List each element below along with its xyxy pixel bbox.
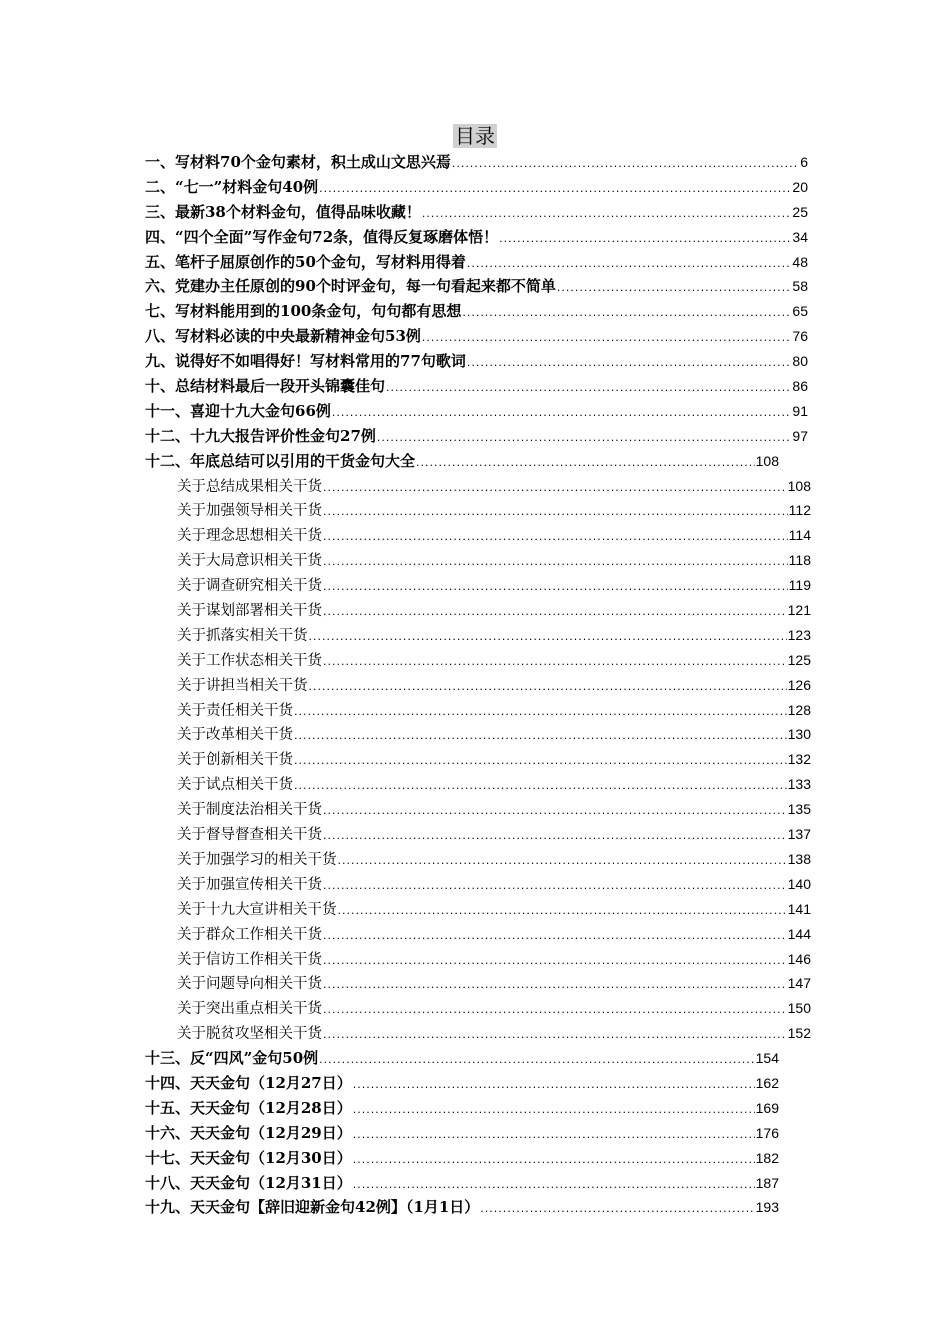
toc-entry-page-number: 154 bbox=[755, 1050, 779, 1067]
toc-entry-page-number: 130 bbox=[787, 726, 811, 743]
toc-subentry[interactable] bbox=[145, 698, 811, 723]
toc-subentry[interactable] bbox=[145, 573, 811, 598]
toc-entry[interactable] bbox=[145, 399, 808, 424]
dot-leader bbox=[499, 227, 791, 252]
toc-entry-label: 九、说得好不如唱得好！写材料常用的77句歌词 bbox=[145, 352, 466, 371]
toc-entry-label: 十三、反“四风”金句50例 bbox=[145, 1049, 319, 1068]
toc-entry[interactable] bbox=[145, 324, 808, 349]
toc-entry-label: 关于创新相关干货 bbox=[177, 752, 293, 769]
toc-entry-page-number: 20 bbox=[792, 178, 808, 195]
toc-entry[interactable] bbox=[145, 225, 808, 250]
dot-leader bbox=[353, 1173, 755, 1198]
toc-entry[interactable] bbox=[145, 1146, 779, 1171]
dot-leader bbox=[323, 1023, 787, 1048]
toc-entry-label: 十八、天天金句（12月31日） bbox=[145, 1173, 352, 1192]
dot-leader bbox=[377, 426, 792, 451]
toc-entry[interactable] bbox=[145, 1096, 779, 1121]
toc-subentry[interactable] bbox=[145, 971, 811, 996]
toc-entry-page-number: 112 bbox=[788, 502, 811, 519]
dot-leader bbox=[323, 476, 787, 501]
toc-entry-page-number: 147 bbox=[787, 975, 811, 992]
dot-leader bbox=[480, 1197, 754, 1222]
dot-leader bbox=[353, 1073, 755, 1098]
toc-entry-page-number: 108 bbox=[755, 452, 779, 469]
toc-subentry[interactable] bbox=[145, 922, 811, 947]
toc-entry-label: 关于信访工作相关干货 bbox=[177, 951, 322, 968]
dot-leader bbox=[386, 376, 791, 401]
toc-subentry[interactable] bbox=[145, 822, 811, 847]
toc-entry-page-number: 132 bbox=[787, 751, 811, 768]
dot-leader bbox=[323, 525, 788, 550]
toc-entry-page-number: 137 bbox=[787, 826, 811, 843]
toc-subentry[interactable] bbox=[145, 548, 811, 573]
toc-entry-page-number: 187 bbox=[755, 1174, 779, 1191]
dot-leader bbox=[319, 1048, 755, 1073]
toc-subentry[interactable] bbox=[145, 722, 811, 747]
toc-entry-page-number: 169 bbox=[755, 1099, 779, 1116]
toc-entry-label: 关于理念思想相关干货 bbox=[177, 528, 322, 545]
toc-entry-label: 十、总结材料最后一段开头锦囊佳句 bbox=[145, 377, 386, 396]
toc-entry-label: 关于突出重点相关干货 bbox=[177, 1001, 322, 1018]
toc-entry-page-number: 162 bbox=[755, 1074, 779, 1091]
toc-subentry[interactable] bbox=[145, 1021, 811, 1046]
toc-entry-page-number: 193 bbox=[755, 1199, 779, 1216]
toc-entry-page-number: 65 bbox=[792, 303, 808, 320]
toc-subentry[interactable] bbox=[145, 498, 811, 523]
dot-leader bbox=[294, 749, 787, 774]
toc-entry-label: 十五、天天金句（12月28日） bbox=[145, 1098, 352, 1117]
toc-entry-page-number: 25 bbox=[792, 203, 808, 220]
toc-subentry[interactable] bbox=[145, 797, 811, 822]
dot-leader bbox=[309, 625, 787, 650]
toc-entry-label: 关于群众工作相关干货 bbox=[177, 926, 322, 943]
toc-entry-page-number: 97 bbox=[792, 427, 808, 444]
toc-entry-label: 关于十九大宣讲相关干货 bbox=[177, 901, 337, 918]
dot-leader bbox=[338, 899, 787, 924]
toc-entry-page-number: 6 bbox=[800, 154, 808, 170]
dot-leader bbox=[467, 351, 792, 376]
toc-subentry[interactable] bbox=[145, 523, 811, 548]
dot-leader bbox=[323, 924, 787, 949]
toc-subentry[interactable] bbox=[145, 772, 811, 797]
toc-entry[interactable] bbox=[145, 1071, 779, 1096]
toc-entry-label: 三、最新38个材料金句，值得品味收藏！ bbox=[145, 202, 421, 221]
toc-entry[interactable] bbox=[145, 175, 808, 200]
toc-entry[interactable] bbox=[145, 449, 779, 474]
toc-entry-label: 八、写材料必读的中央最新精神金句53例 bbox=[145, 327, 421, 346]
dot-leader bbox=[557, 276, 792, 301]
dot-leader bbox=[309, 675, 787, 700]
dot-leader bbox=[323, 600, 787, 625]
toc-subentry[interactable] bbox=[145, 623, 811, 648]
toc-entry-label: 关于督导督查相关干货 bbox=[177, 827, 322, 844]
toc-entry-label: 关于改革相关干货 bbox=[177, 727, 293, 744]
toc-entry-label: 十七、天天金句（12月30日） bbox=[145, 1148, 352, 1167]
toc-subentry[interactable] bbox=[145, 474, 811, 499]
toc-entry-label: 关于讲担当相关干货 bbox=[177, 677, 308, 694]
toc-entry-label: 十六、天天金句（12月29日） bbox=[145, 1123, 352, 1142]
toc-entry-page-number: 141 bbox=[787, 900, 811, 917]
toc-entry-page-number: 119 bbox=[788, 577, 811, 594]
toc-subentry[interactable] bbox=[145, 648, 811, 673]
toc-entry-label: 四、“四个全面”写作金句72条，值得反复琢磨体悟！ bbox=[145, 227, 499, 246]
toc-entry-page-number: 146 bbox=[787, 950, 811, 967]
toc-entry-page-number: 114 bbox=[788, 527, 811, 544]
toc-entry-page-number: 128 bbox=[787, 701, 811, 718]
toc-entry-label: 关于加强领导相关干货 bbox=[177, 503, 322, 520]
toc-entry-page-number: 86 bbox=[792, 378, 808, 395]
toc-entry-label: 关于责任相关干货 bbox=[177, 702, 293, 719]
toc-entry-label: 关于大局意识相关干货 bbox=[177, 553, 322, 570]
toc-subentry[interactable] bbox=[145, 847, 811, 872]
dot-leader bbox=[323, 824, 787, 849]
toc-entry-page-number: 140 bbox=[787, 875, 811, 892]
toc-entry-page-number: 76 bbox=[792, 328, 808, 345]
toc-entry-page-number: 34 bbox=[792, 228, 808, 245]
toc-entry[interactable] bbox=[145, 150, 808, 175]
toc-subentry[interactable] bbox=[145, 996, 811, 1021]
dot-leader bbox=[323, 973, 787, 998]
dot-leader bbox=[323, 799, 787, 824]
toc-entry-page-number: 118 bbox=[788, 552, 811, 569]
toc-entry-page-number: 138 bbox=[787, 850, 811, 867]
toc-entry-label: 十四、天天金句（12月27日） bbox=[145, 1073, 352, 1092]
dot-leader bbox=[319, 177, 791, 202]
toc-entry[interactable] bbox=[145, 250, 808, 275]
dot-leader bbox=[323, 500, 788, 525]
toc-subentry[interactable] bbox=[145, 673, 811, 698]
dot-leader bbox=[294, 724, 787, 749]
toc-entry-label: 七、写材料能用到的100条金句，句句都有思想 bbox=[145, 302, 462, 321]
toc-entry-page-number: 123 bbox=[787, 626, 811, 643]
toc-entry-page-number: 135 bbox=[787, 801, 811, 818]
dot-leader bbox=[332, 401, 792, 426]
toc-entry[interactable] bbox=[145, 374, 808, 399]
toc-subentry[interactable] bbox=[145, 598, 811, 623]
dot-leader bbox=[294, 700, 787, 725]
toc-subentry[interactable] bbox=[145, 947, 811, 972]
toc-entry[interactable] bbox=[145, 1046, 779, 1071]
toc-title bbox=[0, 124, 950, 148]
dot-leader bbox=[323, 550, 788, 575]
toc-entry[interactable] bbox=[145, 274, 808, 299]
toc-entry-label: 五、笔杆子屈原创作的50个金句，写材料用得着 bbox=[145, 252, 466, 271]
toc-entry-label: 关于总结成果相关干货 bbox=[177, 478, 322, 495]
dot-leader bbox=[422, 326, 792, 351]
dot-leader bbox=[353, 1148, 755, 1173]
dot-leader bbox=[294, 774, 787, 799]
toc-entry[interactable] bbox=[145, 349, 808, 374]
dot-leader bbox=[323, 998, 787, 1023]
toc-entry-label: 十二、年底总结可以引用的干货金句大全 bbox=[145, 451, 416, 470]
toc-entry-page-number: 58 bbox=[792, 278, 808, 295]
toc-entry[interactable] bbox=[145, 299, 808, 324]
toc-entry-page-number: 182 bbox=[755, 1149, 779, 1166]
toc-entry-page-number: 126 bbox=[787, 676, 811, 693]
toc-entry-page-number: 125 bbox=[787, 651, 811, 668]
toc-subentry[interactable] bbox=[145, 747, 811, 772]
dot-leader bbox=[353, 1123, 755, 1148]
toc-entry[interactable] bbox=[145, 1195, 779, 1220]
toc-entry-page-number: 150 bbox=[787, 1000, 811, 1017]
toc-entry-label: 关于谋划部署相关干货 bbox=[177, 603, 322, 620]
dot-leader bbox=[353, 1098, 755, 1123]
dot-leader bbox=[467, 252, 792, 277]
toc-entry[interactable] bbox=[145, 1121, 779, 1146]
toc-entry[interactable] bbox=[145, 424, 808, 449]
toc-entry-page-number: 144 bbox=[787, 925, 811, 942]
toc-subentry[interactable] bbox=[145, 897, 811, 922]
toc-entry-page-number: 108 bbox=[787, 477, 811, 494]
toc-entry-label: 关于试点相关干货 bbox=[177, 777, 293, 794]
toc-entry-label: 关于加强学习的相关干货 bbox=[177, 851, 337, 868]
dot-leader bbox=[323, 650, 787, 675]
toc-entry[interactable] bbox=[145, 200, 808, 225]
toc-entry-label: 关于制度法治相关干货 bbox=[177, 802, 322, 819]
toc-entry-label: 关于加强宣传相关干货 bbox=[177, 876, 322, 893]
toc-entry-label: 二、“七一”材料金句40例 bbox=[145, 177, 319, 196]
toc-entry-page-number: 121 bbox=[787, 602, 811, 619]
toc-entry-page-number: 91 bbox=[792, 402, 808, 419]
toc-entry-page-number: 80 bbox=[792, 353, 808, 370]
toc-entry-label: 十九、天天金句【辞旧迎新金句42例】（1月1日） bbox=[145, 1198, 480, 1217]
toc-entry-label: 关于脱贫攻坚相关干货 bbox=[177, 1026, 322, 1043]
toc-entry-label: 关于工作状态相关干货 bbox=[177, 652, 322, 669]
toc-subentry[interactable] bbox=[145, 872, 811, 897]
dot-leader bbox=[422, 202, 792, 227]
toc-entry-label: 十二、十九大报告评价性金句27例 bbox=[145, 426, 376, 445]
dot-leader bbox=[323, 949, 787, 974]
toc-entry-page-number: 152 bbox=[787, 1025, 811, 1042]
toc-entry-page-number: 48 bbox=[792, 253, 808, 270]
toc-entry-page-number: 133 bbox=[787, 776, 811, 793]
dot-leader bbox=[323, 575, 788, 600]
toc-entry-label: 一、写材料70个金句素材，积土成山文思兴焉 bbox=[145, 153, 451, 171]
toc-entry[interactable] bbox=[145, 1171, 779, 1196]
toc-entry-label: 关于问题导向相关干货 bbox=[177, 976, 322, 993]
dot-leader bbox=[452, 152, 799, 177]
toc-entry-label: 关于调查研究相关干货 bbox=[177, 578, 322, 595]
dot-leader bbox=[462, 301, 791, 326]
dot-leader bbox=[338, 849, 787, 874]
toc-entry-label: 关于抓落实相关干货 bbox=[177, 627, 308, 644]
toc-entry-page-number: 176 bbox=[755, 1124, 779, 1141]
dot-leader bbox=[416, 451, 755, 476]
toc-entry-label: 十一、喜迎十九大金句66例 bbox=[145, 401, 331, 420]
toc-title-text: 目录 bbox=[455, 124, 495, 148]
table-of-contents bbox=[145, 150, 811, 1220]
toc-entry-label: 六、党建办主任原创的90个时评金句，每一句看起来都不简单 bbox=[145, 277, 556, 296]
dot-leader bbox=[323, 874, 787, 899]
